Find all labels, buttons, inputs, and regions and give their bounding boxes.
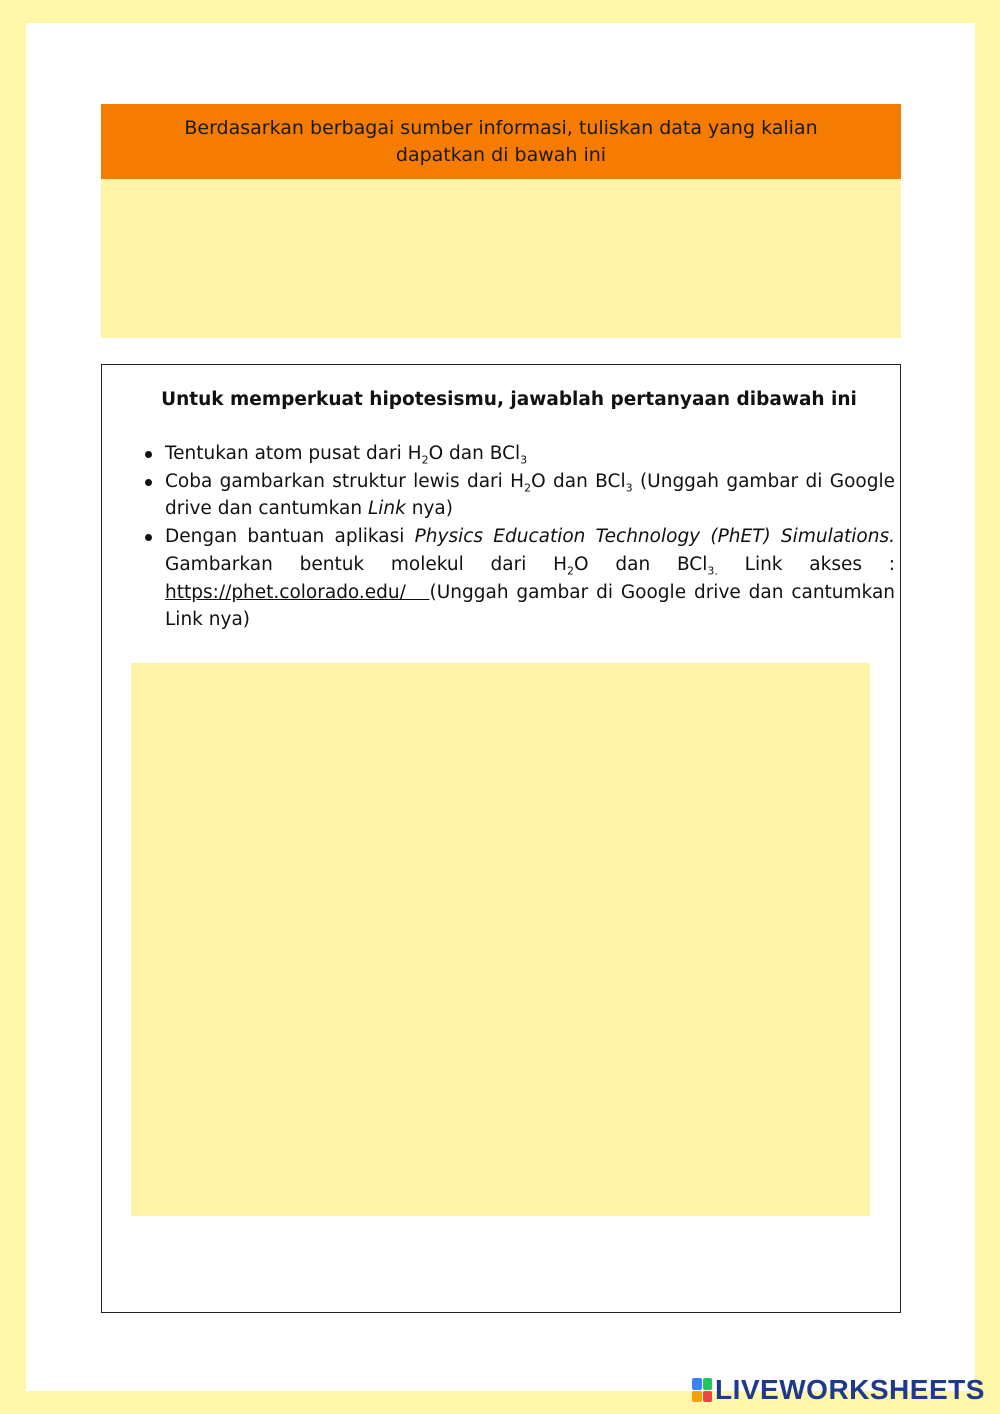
- answer-area[interactable]: [131, 663, 870, 1216]
- brand-name: LIVEWORKSHEETS: [715, 1374, 985, 1405]
- data-answer-area[interactable]: [101, 179, 901, 338]
- instruction-line-1: Berdasarkan berbagai sumber informasi, tuliskan data yang kalian: [184, 117, 818, 139]
- phet-link[interactable]: https://phet.colorado.edu/: [165, 581, 430, 603]
- liveworksheets-icon: [692, 1378, 712, 1402]
- instruction-line-2: dapatkan di bawah ini: [395, 144, 607, 166]
- liveworksheets-logo: [692, 1375, 985, 1405]
- question-list: [141, 440, 895, 634]
- instruction-banner: [101, 104, 901, 179]
- question-item-1: Tentukan atom pusat dari $H_2O$ dan BCl$_3$: [165, 440, 895, 468]
- question-item-2: Coba gambarkan struktur lewis dari $H_2O$ dan BCl$_3$ (Unggah gambar di Google drive dan cantumkan Link nya): [165, 468, 895, 523]
- question-item-3: Dengan bantuan aplikasi Physics Education Technology (PhET) Simulations. Gambarkan bentuk molekul dari $H_2O$ dan BCl$_{3.}$ Link akses : https://phet.colorado.edu/ (Unggah gambar di Google drive dan cantumkan Link nya): [165, 523, 895, 634]
- hypothesis-question-box: [101, 364, 901, 1313]
- question-heading: Untuk memperkuat hipotesismu, jawablah pertanyaan dibawah ini: [161, 389, 857, 410]
